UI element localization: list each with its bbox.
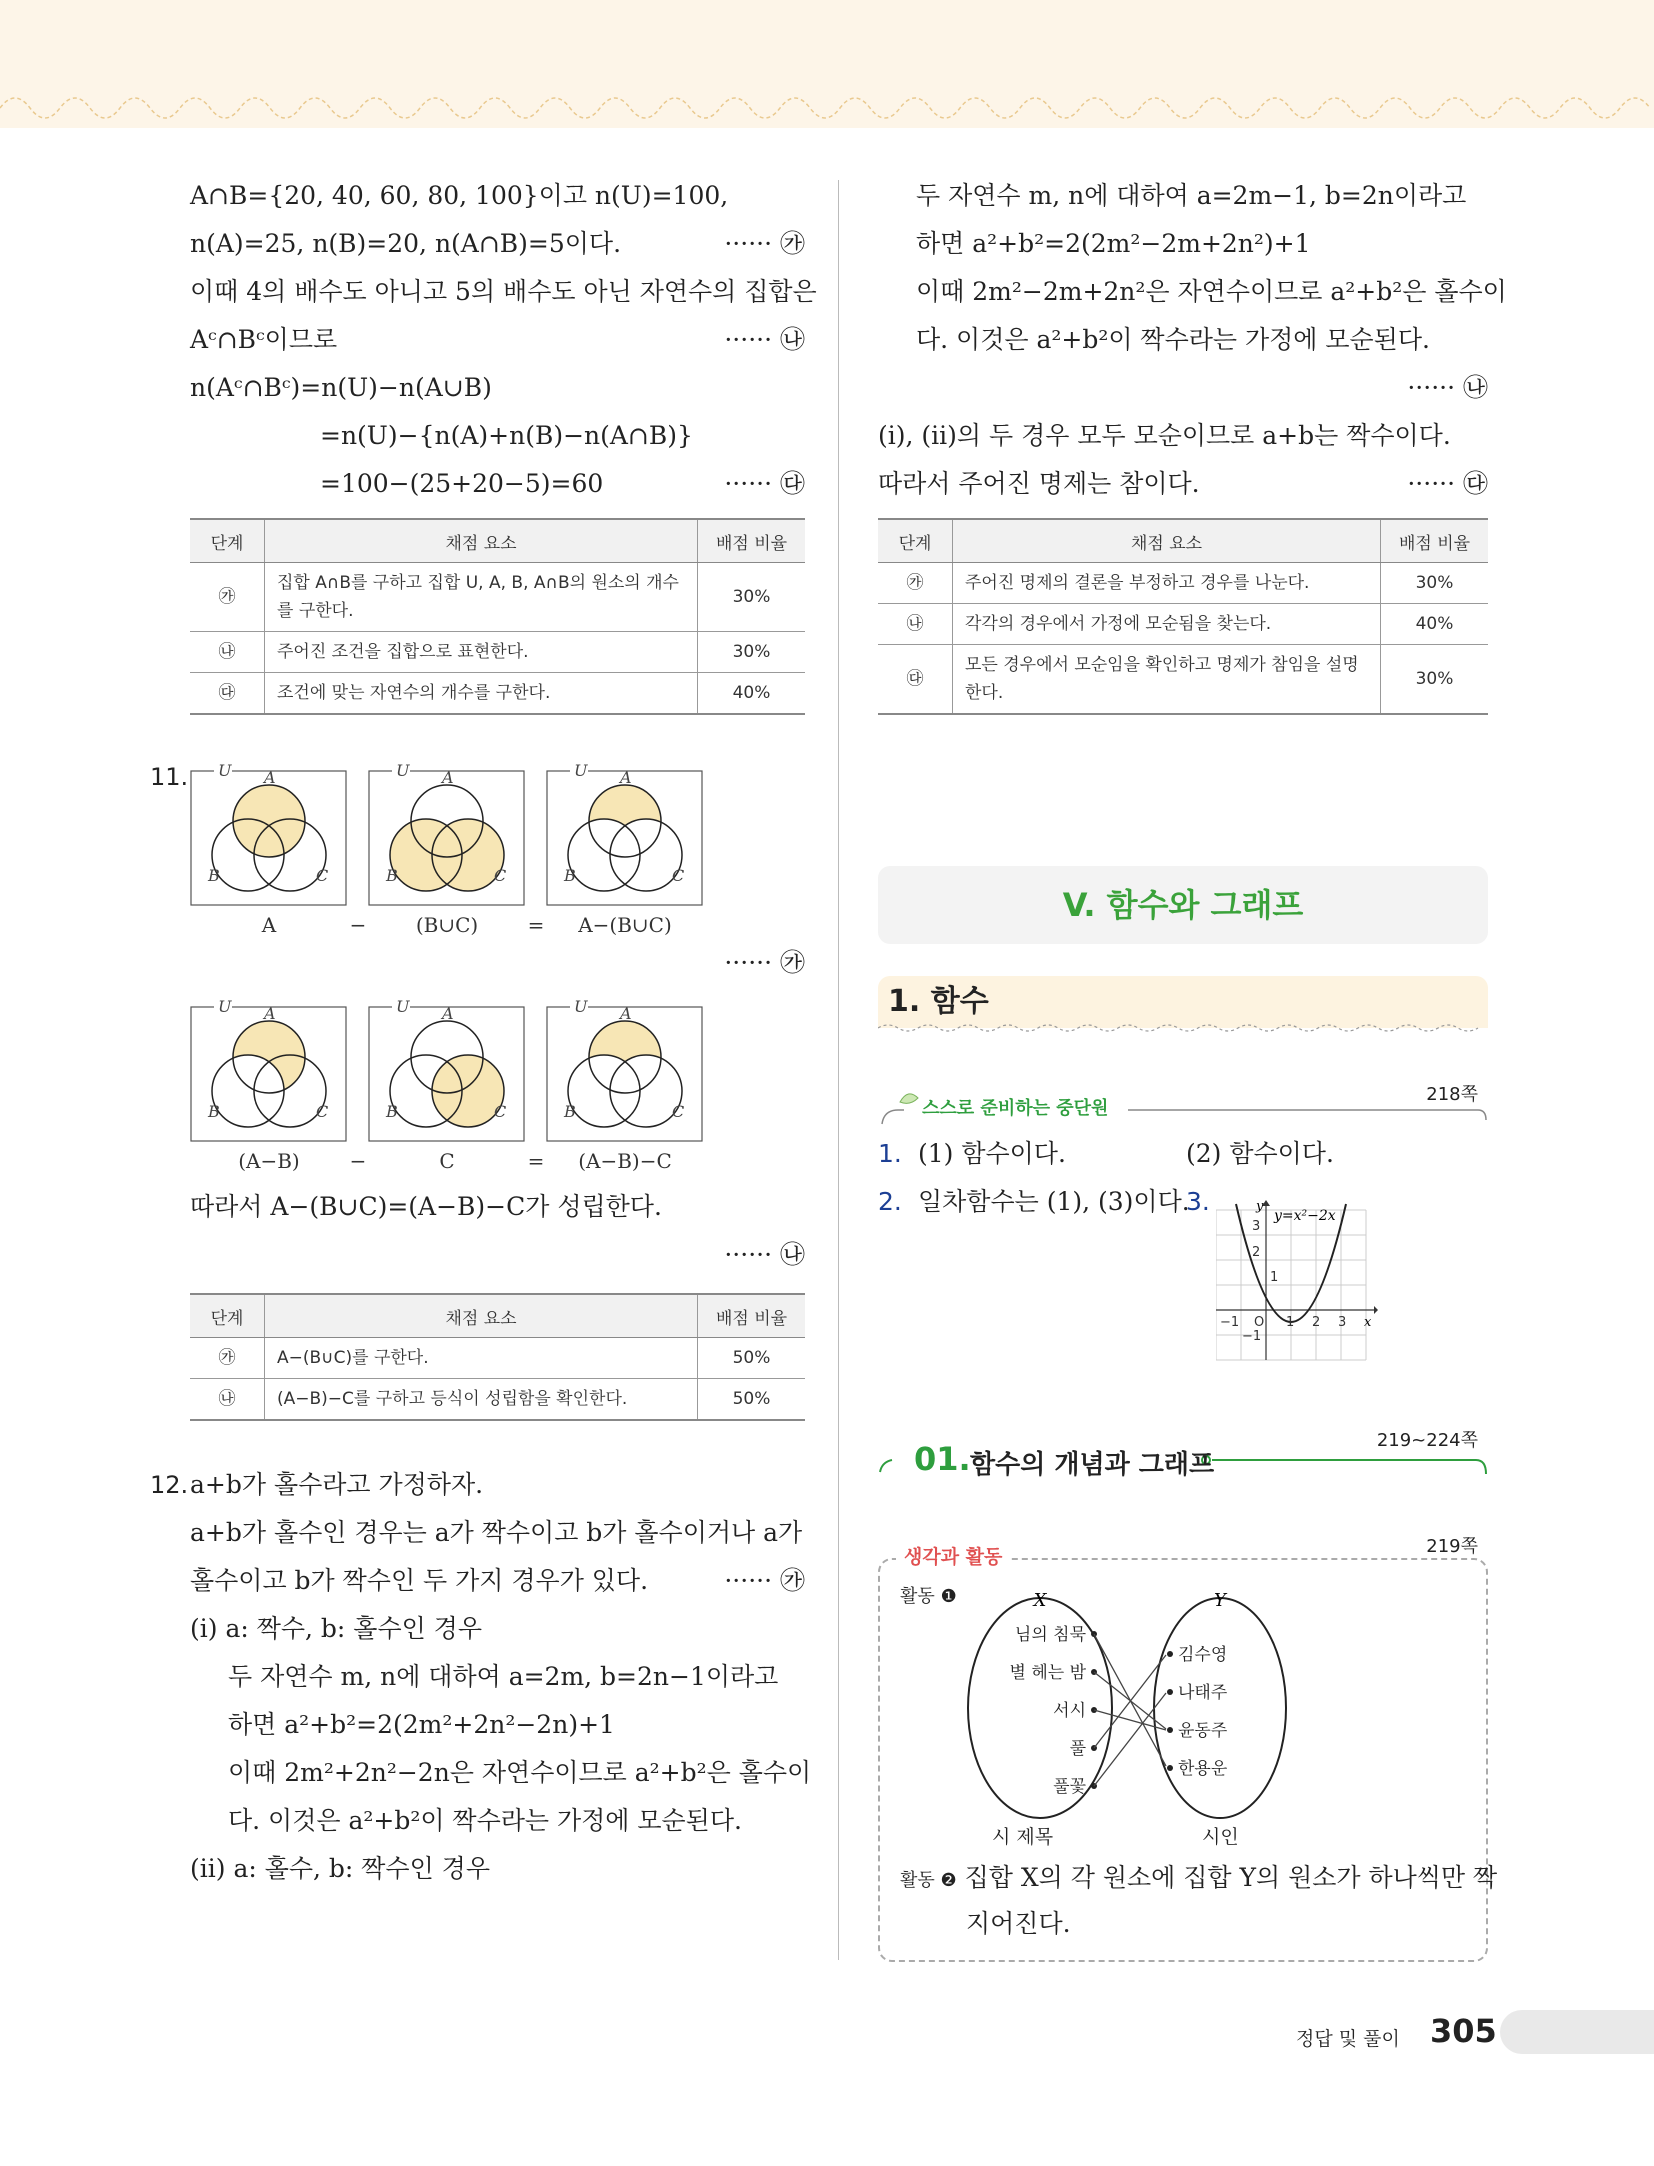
venn-set-label: B <box>564 866 576 885</box>
venn-set-label: U <box>218 763 232 780</box>
table-row <box>190 563 805 632</box>
solution-11 <box>150 763 805 1279</box>
graph-tick-x: O <box>1254 1315 1265 1330</box>
venn-operator: = <box>527 1149 545 1173</box>
x-element: 님의 침묵 <box>1014 1625 1086 1645</box>
table-row <box>878 645 1488 715</box>
footer-label: 정답 및 풀이 <box>1296 2028 1400 2050</box>
venn-operator: − <box>349 1149 367 1173</box>
graph-axis-y: y <box>1256 1200 1264 1214</box>
cont-line6-text: 따라서 주어진 명제는 참이다. <box>878 469 1200 498</box>
header-step: 단계 <box>878 519 953 563</box>
venn-set-label: U <box>574 999 588 1016</box>
sol11-conclusion: 따라서 A−(B∪C)=(A−B)−C가 성립한다. <box>190 1192 662 1221</box>
venn-set-label: C <box>494 1102 507 1121</box>
venn-set-label: B <box>386 1102 398 1121</box>
x-caption: 시 제목 <box>992 1826 1054 1848</box>
sol12-line8: 다. 이것은 a²+b²이 짝수라는 가정에 모순된다. <box>228 1806 742 1835</box>
x-element: 풀꽃 <box>1053 1777 1086 1797</box>
item-cell: A−(B∪C)를 구한다. <box>265 1338 698 1379</box>
answer-number: 2. <box>878 1187 902 1216</box>
step-cell: ㉮ <box>190 563 265 632</box>
cont-line6 <box>878 460 1488 508</box>
cont-line4: 다. 이것은 a²+b²이 짝수라는 가정에 모순된다. <box>916 325 1430 354</box>
unit-pages: 219~224쪽 <box>1376 1430 1478 1451</box>
item-cell: 집합 A∩B를 구하고 집합 U, A, B, A∩B의 원소의 개수를 구한다. <box>265 563 698 632</box>
table-header-row <box>190 1294 805 1338</box>
venn-set-label: B <box>564 1102 576 1121</box>
scoring-table-2 <box>190 1293 805 1421</box>
prep-section <box>878 1080 1488 1344</box>
table-header-row <box>878 519 1488 563</box>
sol12-line4: (i) a: 짝수, b: 홀수인 경우 <box>190 1614 482 1643</box>
venn-label: C <box>439 1149 455 1173</box>
header-item: 채점 요소 <box>953 519 1381 563</box>
y-element: 김수영 <box>1178 1645 1228 1665</box>
venn-set-label: C <box>672 866 685 885</box>
unit-header <box>878 1430 1488 1490</box>
step-cell: ㉮ <box>190 1338 265 1379</box>
sol12-line9: (ii) a: 홀수, b: 짝수인 경우 <box>190 1854 490 1883</box>
venn-diagram-a-minus-b-minus-c <box>546 999 704 1143</box>
sol10-line6: =n(U)−{n(A)+n(B)−n(A∩B)} <box>320 421 693 450</box>
graph-tick-y: 1 <box>1270 1270 1279 1285</box>
sol12-line7: 이때 2m²+2n²−2n은 자연수이므로 a²+b²은 홀수이 <box>228 1758 812 1787</box>
activity-2 <box>900 1854 1497 1905</box>
step-cell: ㉯ <box>190 1379 265 1421</box>
activity-title: 생각과 활동 <box>896 1542 1010 1569</box>
venn-label: (A−B)−C <box>578 1149 672 1173</box>
answer-text: 일차함수는 (1), (3)이다. <box>918 1187 1190 1216</box>
activity-1-label: 활동 ❶ <box>900 1586 957 1607</box>
page-number: 305 <box>1430 2012 1497 2050</box>
venn-diagram-b-union-c <box>368 763 526 907</box>
step-marker: ······ ㉯ <box>1407 373 1488 402</box>
prep-answer-2 <box>878 1178 1488 1226</box>
y-element: 나태주 <box>1178 1683 1228 1703</box>
table-row <box>878 563 1488 604</box>
step-marker: ······ ㉮ <box>724 1566 805 1595</box>
venn-set-label: C <box>494 866 507 885</box>
venn-set-label: A <box>620 768 632 787</box>
problem-number: 12. <box>150 1471 189 1499</box>
venn-row-2-labels <box>190 1149 805 1173</box>
step-marker: ······ ㉰ <box>724 469 805 498</box>
graph-tick-x: 1 <box>1286 1315 1295 1330</box>
y-caption: 시인 <box>1202 1826 1239 1848</box>
item-cell: 주어진 조건을 집합으로 표현한다. <box>265 632 698 673</box>
sol12-line1: a+b가 홀수라고 가정하자. <box>190 1470 484 1499</box>
venn-diagram-c <box>368 999 526 1143</box>
venn-set-label: A <box>620 1004 632 1023</box>
venn-label: (B∪C) <box>415 913 479 937</box>
cont-line1: 두 자연수 m, n에 대하여 a=2m−1, b=2n이라고 <box>916 181 1467 210</box>
step-marker: ······ ㉮ <box>724 948 805 977</box>
cont-line5: (i), (ii)의 두 경우 모두 모순이므로 a+b는 짝수이다. <box>878 421 1451 450</box>
venn-set-label: U <box>396 763 410 780</box>
step-cell: ㉰ <box>878 645 953 715</box>
step-cell: ㉯ <box>190 632 265 673</box>
step-cell: ㉯ <box>878 604 953 645</box>
venn-set-label: U <box>396 999 410 1016</box>
venn-operator: − <box>349 913 367 937</box>
ratio-cell: 40% <box>698 673 806 715</box>
venn-diagram-a <box>190 763 348 907</box>
left-column <box>150 172 817 1893</box>
prep-header <box>878 1080 1488 1130</box>
table-header-row <box>190 519 805 563</box>
ratio-cell: 40% <box>1381 604 1489 645</box>
graph-axis-x: x <box>1364 1315 1372 1330</box>
sol12-line3 <box>190 1557 805 1605</box>
graph-tick-y: 2 <box>1252 1245 1261 1260</box>
subsection-wave-border <box>878 1022 1488 1036</box>
venn-label: A <box>261 913 277 937</box>
table-row <box>878 604 1488 645</box>
ratio-cell: 30% <box>698 632 806 673</box>
table-row <box>190 1338 805 1379</box>
graph-tick-x: −1 <box>1220 1315 1240 1330</box>
ratio-cell: 50% <box>698 1338 806 1379</box>
ratio-cell: 50% <box>698 1379 806 1421</box>
prep-title: 스스로 준비하는 중단원 <box>922 1098 1109 1119</box>
sol10-line3: 이때 4의 배수도 아니고 5의 배수도 아닌 자연수의 집합은 <box>190 277 817 306</box>
graph-function-label: y=x²−2x <box>1274 1208 1336 1224</box>
unit-title: 함수의 개념과 그래프 <box>970 1450 1215 1480</box>
scoring-table-1 <box>190 518 805 715</box>
header-ratio: 배점 비율 <box>698 1294 806 1338</box>
venn-label: A−(B∪C) <box>578 913 672 937</box>
subsection-title <box>878 976 1488 1028</box>
venn-set-label: C <box>316 866 329 885</box>
ratio-cell: 30% <box>698 563 806 632</box>
right-column <box>878 172 1507 715</box>
sol10-line7 <box>190 460 805 508</box>
activity-2-text-cont: 지어진다. <box>966 1909 1071 1938</box>
ratio-cell: 30% <box>1381 645 1489 715</box>
sol12-line2: a+b가 홀수인 경우는 a가 짝수이고 b가 홀수이거나 a가 <box>190 1518 803 1547</box>
item-cell: 모든 경우에서 모순임을 확인하고 명제가 참임을 설명한다. <box>953 645 1381 715</box>
venn-set-label: C <box>316 1102 329 1121</box>
item-cell: 주어진 명제의 결론을 부정하고 경우를 나눈다. <box>953 563 1381 604</box>
sol12-line3-text: 홀수이고 b가 짝수인 두 가지 경우가 있다. <box>190 1566 649 1595</box>
venn-operator: = <box>527 913 545 937</box>
venn-row-1 <box>190 763 805 907</box>
venn-set-label: A <box>264 1004 276 1023</box>
answer-number: 3. <box>1186 1187 1210 1216</box>
graph-tick-x: 3 <box>1338 1315 1347 1330</box>
parabola-graph <box>1216 1200 1378 1370</box>
solution-10 <box>190 172 817 508</box>
subsection-title-text: 1. 함수 <box>888 984 989 1019</box>
graph-tick-x: 2 <box>1312 1315 1321 1330</box>
sol10-line2 <box>190 220 805 268</box>
set-y-label: Y <box>1214 1590 1226 1611</box>
graph-tick-y: 3 <box>1252 1219 1261 1234</box>
step-cell: ㉰ <box>190 673 265 715</box>
mapping-diagram <box>958 1588 1298 1848</box>
venn-set-label: B <box>386 866 398 885</box>
step-marker: ······ ㉰ <box>1407 469 1488 498</box>
y-element: 한용운 <box>1178 1759 1228 1779</box>
venn-label: (A−B) <box>238 1149 300 1173</box>
venn-set-label: U <box>574 763 588 780</box>
sol10-line4-text: Aᶜ∩Bᶜ이므로 <box>190 325 338 354</box>
x-element: 서시 <box>1053 1701 1086 1721</box>
venn-set-label: B <box>208 1102 220 1121</box>
y-element: 윤동주 <box>1178 1721 1228 1741</box>
step-cell: ㉮ <box>878 563 953 604</box>
step-marker: ······ ㉯ <box>724 325 805 354</box>
venn-row-2 <box>190 999 805 1143</box>
header-ratio: 배점 비율 <box>1381 519 1489 563</box>
sol10-line2-text: n(A)=25, n(B)=20, n(A∩B)=5이다. <box>190 229 622 258</box>
section-title: V. 함수와 그래프 <box>878 866 1488 944</box>
answer-text: (2) 함수이다. <box>1186 1139 1334 1168</box>
sol10-line7-text: =100−(25+20−5)=60 <box>320 469 604 498</box>
footer-tab <box>1500 2010 1654 2054</box>
solution-12 <box>150 1461 812 1893</box>
graph-tick-y: −1 <box>1242 1329 1262 1344</box>
x-element: 별 헤는 밤 <box>1009 1663 1086 1683</box>
activity-2-label: 활동 ❷ <box>900 1870 957 1891</box>
item-cell: 각각의 경우에서 가정에 모순됨을 찾는다. <box>953 604 1381 645</box>
venn-diagram-a-minus-b <box>190 999 348 1143</box>
table-row <box>190 1379 805 1421</box>
venn-set-label: A <box>264 768 276 787</box>
sol10-line5: n(Aᶜ∩Bᶜ)=n(U)−n(A∪B) <box>190 373 492 402</box>
item-cell: 조건에 맞는 자연수의 개수를 구한다. <box>265 673 698 715</box>
problem-number: 11. <box>150 763 189 791</box>
header-ratio: 배점 비율 <box>698 519 806 563</box>
x-element: 풀 <box>1069 1739 1086 1759</box>
answer-text: (1) 함수이다. <box>918 1139 1066 1168</box>
header-item: 채점 요소 <box>265 519 698 563</box>
header-step: 단계 <box>190 1294 265 1338</box>
table-row <box>190 673 805 715</box>
activity-2-text: 집합 X의 각 원소에 집합 Y의 원소가 하나씩만 짝 <box>964 1863 1498 1892</box>
venn-set-label: A <box>442 768 454 787</box>
venn-set-label: C <box>672 1102 685 1121</box>
prep-answer-1 <box>878 1130 1488 1178</box>
scoring-table-3 <box>878 518 1488 715</box>
step-marker: ······ ㉮ <box>724 229 805 258</box>
wavy-border <box>0 88 1654 138</box>
set-x-label: X <box>1033 1590 1047 1611</box>
venn-set-label: B <box>208 866 220 885</box>
answer-number: 1. <box>878 1139 902 1168</box>
activity-page: 219쪽 <box>1426 1536 1478 1557</box>
column-divider <box>838 180 839 1960</box>
venn-set-label: U <box>218 999 232 1016</box>
ratio-cell: 30% <box>1381 563 1489 604</box>
table-row <box>190 632 805 673</box>
item-cell: (A−B)−C를 구하고 등식이 성립함을 확인한다. <box>265 1379 698 1421</box>
sol12-line6: 하면 a²+b²=2(2m²+2n²−2n)+1 <box>228 1710 615 1739</box>
venn-set-label: A <box>442 1004 454 1023</box>
venn-diagram-a-minus-b-union-c <box>546 763 704 907</box>
header-item: 채점 요소 <box>265 1294 698 1338</box>
venn-row-1-labels <box>190 913 805 937</box>
sol10-line1: A∩B={20, 40, 60, 80, 100}이고 n(U)=100, <box>190 181 729 210</box>
sol12-line5: 두 자연수 m, n에 대하여 a=2m, b=2n−1이라고 <box>228 1662 779 1691</box>
cont-line2: 하면 a²+b²=2(2m²−2m+2n²)+1 <box>916 229 1311 258</box>
cont-line3: 이때 2m²−2m+2n²은 자연수이므로 a²+b²은 홀수이 <box>916 277 1507 306</box>
prep-page: 218쪽 <box>1426 1084 1478 1105</box>
activity-box <box>878 1532 1498 1962</box>
sol10-line4 <box>190 316 805 364</box>
step-marker: ······ ㉯ <box>724 1240 805 1269</box>
unit-number: 01. <box>914 1440 971 1478</box>
header-step: 단계 <box>190 519 265 563</box>
